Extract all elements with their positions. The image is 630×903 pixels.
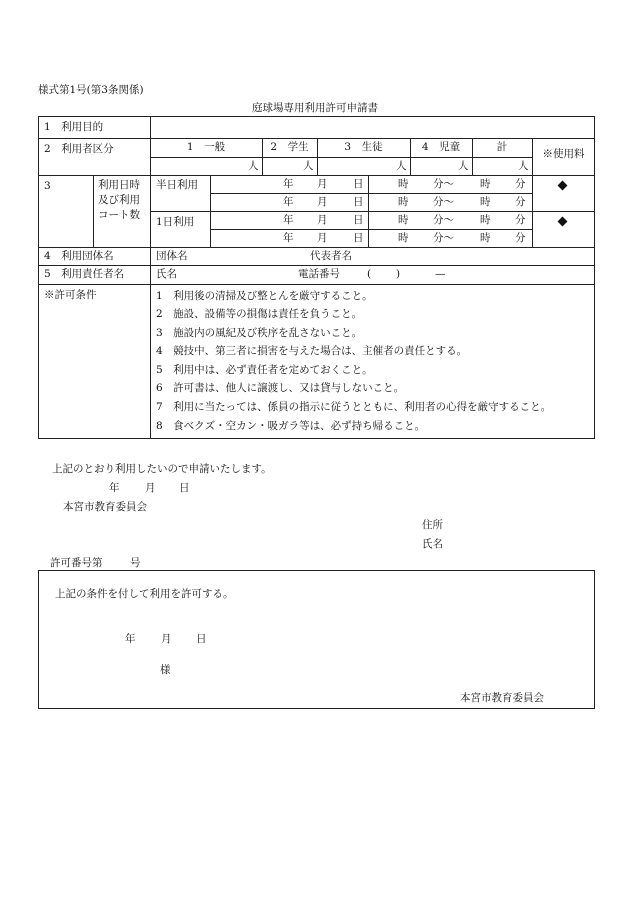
permit-number-label: 許可番号第: [50, 557, 103, 569]
year-unit: 年: [283, 196, 294, 208]
fee-label: ※使用料: [542, 148, 585, 160]
application-day: 日: [179, 482, 190, 494]
group-name-label: 団体名: [156, 250, 188, 262]
minute-unit: 分: [515, 232, 526, 244]
hour-unit: 時: [480, 178, 491, 190]
condition-item: 8 食べクズ・空カン・吸ガラ等は、必ず持ち帰ること。: [156, 420, 426, 432]
conditions-label: ※許可条件: [44, 289, 97, 301]
unit-student: 人: [303, 160, 314, 172]
minute-unit: 分: [515, 196, 526, 208]
condition-item: 2 施設、設備等の損傷は責任を負うこと。: [156, 308, 363, 320]
divider: [150, 116, 151, 439]
schedule-label-line1: 利用日時: [98, 179, 140, 191]
year-unit: 年: [283, 214, 294, 226]
day-unit: 日: [353, 196, 364, 208]
divider: [93, 175, 94, 247]
condition-item: 7 利用に当たっては、係員の指示に従うとともに、利用者の心得を厳守すること。: [156, 401, 552, 413]
minute-from-unit: 分〜: [433, 214, 454, 226]
address-label: 住所: [422, 519, 443, 531]
unit-total: 人: [518, 160, 529, 172]
minute-unit: 分: [515, 214, 526, 226]
hour-unit: 時: [480, 232, 491, 244]
permit-number-suffix: 号: [130, 557, 141, 569]
day-unit: 日: [353, 214, 364, 226]
application-year: 年: [109, 482, 120, 494]
schedule-label-line2: 及び利用: [98, 194, 140, 206]
unit-general: 人: [248, 160, 259, 172]
hour-unit: 時: [480, 214, 491, 226]
phone-paren-open: (: [367, 268, 372, 280]
full-day-label: 1日利用: [156, 216, 195, 228]
purpose-label: 1 利用目的: [44, 121, 104, 133]
permit-month: 月: [161, 633, 172, 645]
condition-item: 5 利用中は、必ず責任者を定めておくこと。: [156, 364, 373, 376]
year-unit: 年: [283, 232, 294, 244]
category-general: 1 一般: [186, 141, 226, 153]
permit-statement: 上記の条件を付して利用を許可する。: [55, 588, 234, 600]
application-addressee: 本宮市教育委員会: [63, 501, 147, 513]
category-child: 4 児童: [421, 141, 461, 153]
hour-unit: 時: [398, 178, 409, 190]
divider: [38, 247, 595, 248]
permit-year: 年: [125, 633, 136, 645]
minute-from-unit: 分〜: [433, 178, 454, 190]
form-number: 様式第1号(第3条関係): [38, 84, 144, 96]
day-unit: 日: [353, 178, 364, 190]
hour-unit: 時: [398, 214, 409, 226]
month-unit: 月: [317, 214, 328, 226]
category-total: 計: [496, 141, 508, 153]
group-label: 4 利用団体名: [44, 250, 114, 262]
category-pupil: 3 生徒: [344, 141, 383, 153]
divider: [38, 265, 595, 266]
unit-child: 人: [458, 160, 469, 172]
divider: [210, 193, 532, 194]
phone-label: 電話番号: [298, 268, 340, 280]
condition-item: 3 施設内の風紀及び秩序を乱さないこと。: [156, 327, 363, 339]
hour-unit: 時: [480, 196, 491, 208]
responsible-name-label: 氏名: [156, 268, 177, 280]
application-statement: 上記のとおり利用したいので申請いたします。: [52, 463, 272, 475]
month-unit: 月: [317, 196, 328, 208]
condition-item: 1 利用後の清掃及び整とんを厳守すること。: [156, 290, 373, 302]
responsible-label: 5 利用責任者名: [44, 268, 125, 280]
minute-unit: 分: [515, 178, 526, 190]
divider: [210, 175, 211, 247]
applicant-name-label: 氏名: [422, 538, 443, 550]
permit-issuer: 本宮市教育委員会: [460, 692, 544, 704]
schedule-number: 3: [44, 180, 51, 192]
schedule-label-line3: コート数: [98, 209, 140, 221]
divider: [150, 211, 595, 212]
phone-dash: —: [435, 268, 446, 280]
month-unit: 月: [317, 232, 328, 244]
condition-item: 6 許可書は、他人に譲渡し、又は貸与しないこと。: [156, 382, 405, 394]
day-unit: 日: [353, 232, 364, 244]
permit-day: 日: [196, 633, 207, 645]
phone-paren-close: ): [396, 268, 401, 280]
hour-unit: 時: [398, 196, 409, 208]
divider: [38, 284, 595, 285]
year-unit: 年: [283, 178, 294, 190]
minute-from-unit: 分〜: [433, 196, 454, 208]
half-day-label: 半日利用: [156, 179, 198, 191]
divider: [38, 175, 595, 176]
condition-item: 4 競技中、第三者に損害を与えた場合は、主催者の責任とする。: [156, 345, 468, 357]
divider: [368, 175, 369, 247]
hour-unit: 時: [398, 232, 409, 244]
user-category-label: 2 利用者区分: [44, 143, 114, 155]
divider: [210, 229, 532, 230]
month-unit: 月: [317, 178, 328, 190]
minute-from-unit: 分〜: [433, 232, 454, 244]
representative-label: 代表者名: [310, 250, 352, 262]
form-title: 庭球場専用利用許可申請書: [252, 102, 378, 114]
application-month: 月: [145, 482, 156, 494]
unit-pupil: 人: [396, 160, 407, 172]
category-student: 2 学生: [270, 141, 309, 153]
divider: [150, 157, 532, 158]
permit-honorific: 様: [160, 664, 171, 676]
